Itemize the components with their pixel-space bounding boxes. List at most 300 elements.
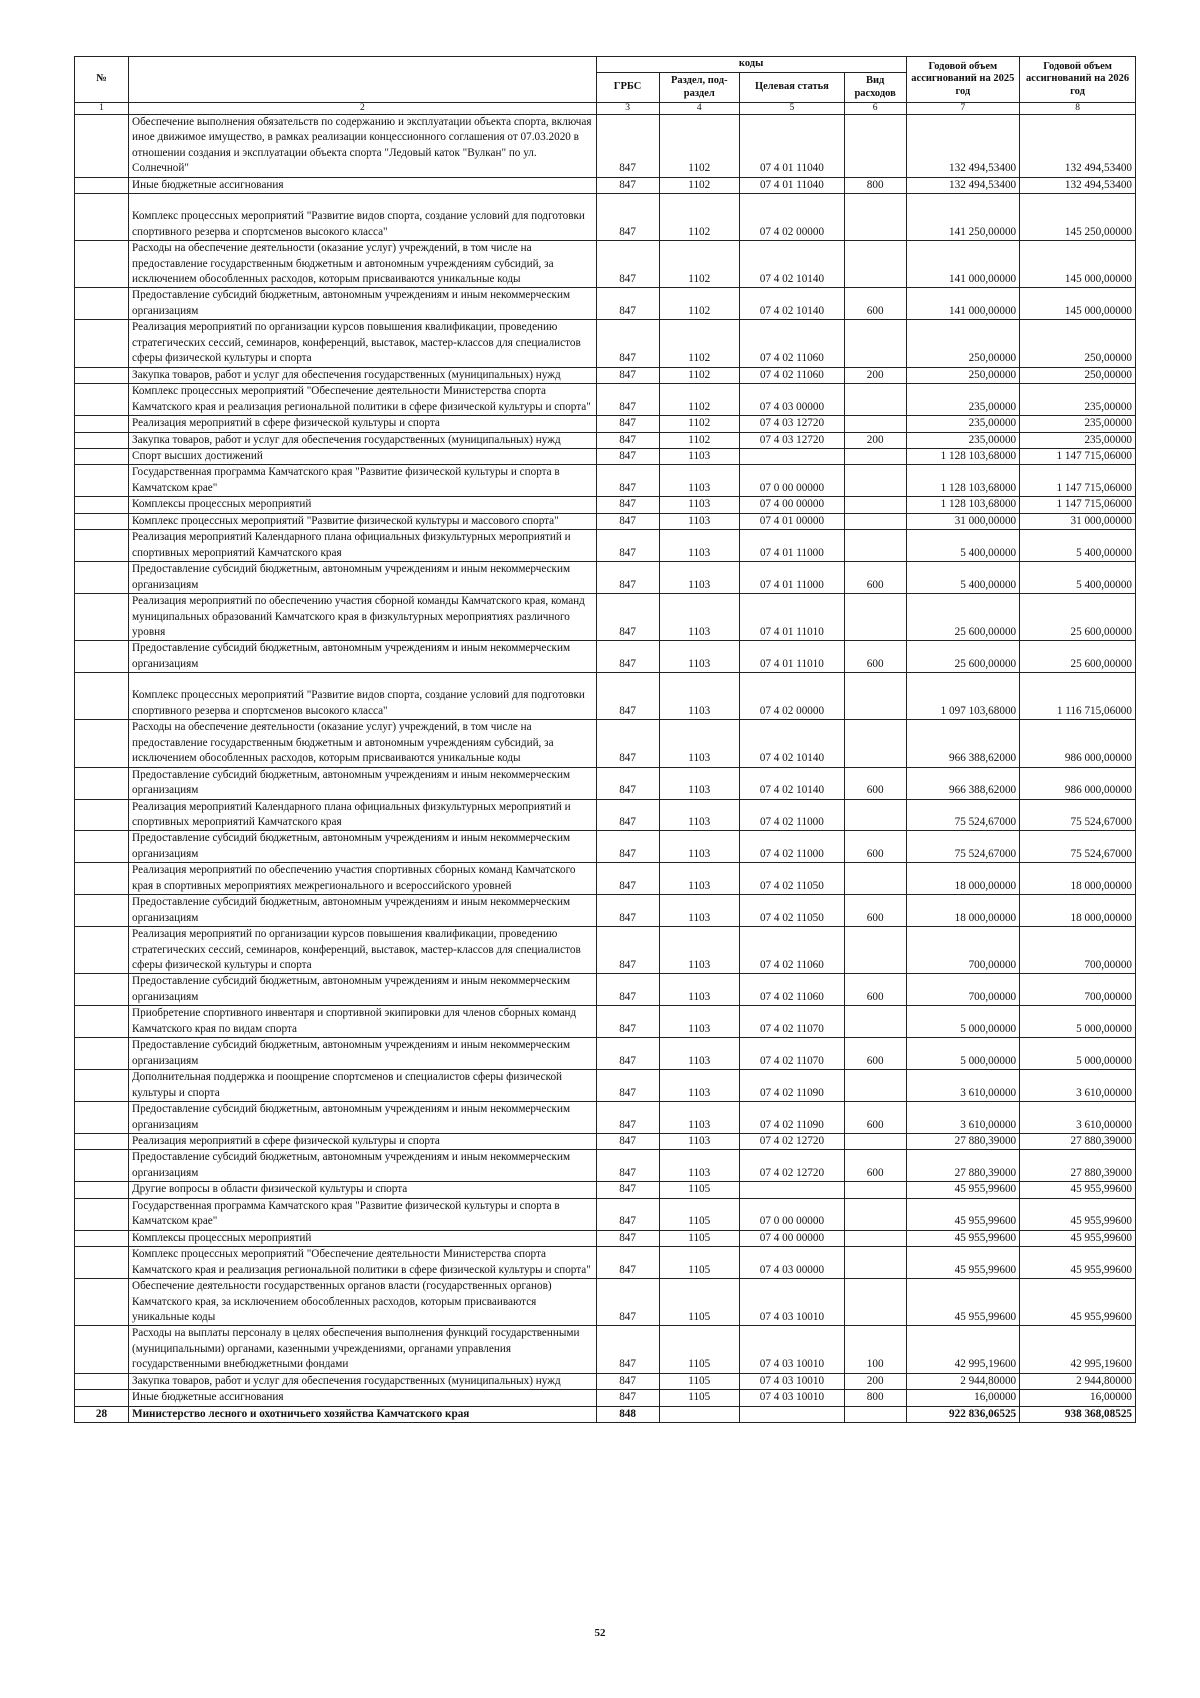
expense-type: 600 xyxy=(844,641,906,673)
grbs-code: 847 xyxy=(596,641,659,673)
section-code: 1103 xyxy=(659,799,740,831)
item-name: Закупка товаров, работ и услуг для обеспечения государственных (муниципальных) нужд xyxy=(129,432,597,448)
target-article: 07 4 01 11000 xyxy=(740,562,845,594)
expense-type: 200 xyxy=(844,432,906,448)
section-code: 1103 xyxy=(659,927,740,974)
target-article xyxy=(740,1182,845,1198)
expense-type xyxy=(844,530,906,562)
grbs-code: 847 xyxy=(596,1038,659,1070)
volume-2025: 235,00000 xyxy=(906,416,1020,432)
section-code: 1102 xyxy=(659,194,740,241)
row-number xyxy=(75,799,129,831)
section-code: 1105 xyxy=(659,1279,740,1326)
volume-2026: 5 400,00000 xyxy=(1020,562,1136,594)
column-number: 8 xyxy=(1020,103,1136,115)
section-code: 1105 xyxy=(659,1198,740,1230)
volume-2025: 75 524,67000 xyxy=(906,831,1020,863)
section-code: 1103 xyxy=(659,1102,740,1134)
expense-type: 600 xyxy=(844,1150,906,1182)
table-row xyxy=(75,562,1136,594)
grbs-code: 847 xyxy=(596,530,659,562)
target-article: 07 4 02 11000 xyxy=(740,799,845,831)
target-article: 07 4 02 11050 xyxy=(740,895,845,927)
table-row xyxy=(75,1182,1136,1198)
item-name: Министерство лесного и охотничьего хозяйства Камчатского края xyxy=(129,1406,597,1422)
grbs-code: 847 xyxy=(596,513,659,529)
target-article: 07 4 03 00000 xyxy=(740,384,845,416)
target-article: 07 4 01 11010 xyxy=(740,641,845,673)
volume-2026: 18 000,00000 xyxy=(1020,863,1136,895)
expense-type: 600 xyxy=(844,562,906,594)
table-row xyxy=(75,1373,1136,1389)
item-name: Расходы на обеспечение деятельности (оказание услуг) учреждений, в том числе на предоставление государственным бюджетным и автономным учреждениям субсидий, за исключением обособленных расходов, которым присваиваются уникальные коды xyxy=(129,241,597,288)
volume-2025: 132 494,53400 xyxy=(906,177,1020,193)
row-number xyxy=(75,594,129,641)
table-row xyxy=(75,1279,1136,1326)
expense-type xyxy=(844,465,906,497)
section-code: 1102 xyxy=(659,367,740,383)
grbs-code: 847 xyxy=(596,799,659,831)
target-article: 07 4 02 11050 xyxy=(740,863,845,895)
row-number xyxy=(75,513,129,529)
volume-2025: 75 524,67000 xyxy=(906,799,1020,831)
target-article: 07 0 00 00000 xyxy=(740,1198,845,1230)
table-row xyxy=(75,974,1136,1006)
target-article: 07 4 02 11070 xyxy=(740,1006,845,1038)
volume-2025: 18 000,00000 xyxy=(906,895,1020,927)
item-name: Реализация мероприятий по организации курсов повышения квалификации, проведению стратегических сессий, семинаров, конференций, выставок, мастер-классов для специалистов сферы физической культуры и спорта xyxy=(129,320,597,367)
target-article: 07 4 00 00000 xyxy=(740,497,845,513)
table-row xyxy=(75,831,1136,863)
item-name: Реализация мероприятий в сфере физической культуры и спорта xyxy=(129,1134,597,1150)
volume-2026: 1 116 715,06000 xyxy=(1020,673,1136,720)
item-name: Реализация мероприятий по обеспечению участия сборной команды Камчатского края, команд муниципальных образований Камчатского края в физкультурных мероприятиях различного уровня xyxy=(129,594,597,641)
column-number: 4 xyxy=(659,103,740,115)
grbs-code: 847 xyxy=(596,673,659,720)
row-number xyxy=(75,448,129,464)
table-row xyxy=(75,1247,1136,1279)
row-number xyxy=(75,241,129,288)
section-code: 1103 xyxy=(659,831,740,863)
target-article: 07 4 02 11060 xyxy=(740,927,845,974)
page-number: 52 xyxy=(594,1627,606,1639)
volume-2025: 25 600,00000 xyxy=(906,594,1020,641)
table-row xyxy=(75,673,1136,720)
volume-2026: 42 995,19600 xyxy=(1020,1326,1136,1373)
expense-type xyxy=(844,1134,906,1150)
section-code: 1103 xyxy=(659,1070,740,1102)
grbs-code: 847 xyxy=(596,1390,659,1406)
expense-type xyxy=(844,594,906,641)
volume-2026: 986 000,00000 xyxy=(1020,720,1136,767)
volume-2026: 45 955,99600 xyxy=(1020,1279,1136,1326)
expense-type xyxy=(844,1230,906,1246)
item-name: Иные бюджетные ассигнования xyxy=(129,177,597,193)
grbs-code: 847 xyxy=(596,416,659,432)
volume-2025: 1 128 103,68000 xyxy=(906,448,1020,464)
row-number xyxy=(75,863,129,895)
volume-2025: 25 600,00000 xyxy=(906,641,1020,673)
table-row xyxy=(75,530,1136,562)
volume-2025: 922 836,06525 xyxy=(906,1406,1020,1422)
table-row xyxy=(75,1006,1136,1038)
table-row xyxy=(75,194,1136,241)
column-number: 2 xyxy=(129,103,597,115)
target-article: 07 4 03 12720 xyxy=(740,432,845,448)
section-code: 1103 xyxy=(659,974,740,1006)
header-grbs: ГРБС xyxy=(596,73,659,103)
item-name: Дополнительная поддержка и поощрение спортсменов и специалистов сферы физической культуры и спорта xyxy=(129,1070,597,1102)
column-number: 6 xyxy=(844,103,906,115)
volume-2025: 5 000,00000 xyxy=(906,1006,1020,1038)
section-code: 1103 xyxy=(659,530,740,562)
row-number xyxy=(75,194,129,241)
item-name: Комплекс процессных мероприятий "Развитие видов спорта, создание условий для подготовки спортивного резерва и спортсменов высокого класса" xyxy=(129,673,597,720)
section-code: 1103 xyxy=(659,465,740,497)
grbs-code: 847 xyxy=(596,1182,659,1198)
expense-type xyxy=(844,1247,906,1279)
volume-2026: 132 494,53400 xyxy=(1020,114,1136,177)
target-article: 07 4 02 11090 xyxy=(740,1070,845,1102)
section-code: 1103 xyxy=(659,497,740,513)
table-row xyxy=(75,114,1136,177)
table-row xyxy=(75,320,1136,367)
expense-type: 200 xyxy=(844,1373,906,1389)
expense-type xyxy=(844,416,906,432)
item-name: Комплекс процессных мероприятий "Развитие физической культуры и массового спорта" xyxy=(129,513,597,529)
volume-2025: 235,00000 xyxy=(906,432,1020,448)
expense-type xyxy=(844,1406,906,1422)
expense-type xyxy=(844,513,906,529)
expense-type xyxy=(844,320,906,367)
column-number: 1 xyxy=(75,103,129,115)
table-row xyxy=(75,799,1136,831)
section-code xyxy=(659,1406,740,1422)
section-code: 1105 xyxy=(659,1373,740,1389)
target-article: 07 4 03 10010 xyxy=(740,1279,845,1326)
grbs-code: 847 xyxy=(596,1247,659,1279)
volume-2025: 141 000,00000 xyxy=(906,241,1020,288)
column-number: 7 xyxy=(906,103,1020,115)
section-code: 1102 xyxy=(659,241,740,288)
expense-type xyxy=(844,114,906,177)
row-number xyxy=(75,177,129,193)
volume-2026: 145 000,00000 xyxy=(1020,241,1136,288)
expense-type xyxy=(844,497,906,513)
target-article: 07 4 02 11070 xyxy=(740,1038,845,1070)
target-article: 07 4 02 10140 xyxy=(740,720,845,767)
target-article: 07 4 02 12720 xyxy=(740,1134,845,1150)
table-row xyxy=(75,720,1136,767)
table-row xyxy=(75,927,1136,974)
section-code: 1102 xyxy=(659,432,740,448)
volume-2025: 1 128 103,68000 xyxy=(906,497,1020,513)
volume-2026: 45 955,99600 xyxy=(1020,1198,1136,1230)
volume-2026: 45 955,99600 xyxy=(1020,1230,1136,1246)
table-row xyxy=(75,497,1136,513)
volume-2025: 250,00000 xyxy=(906,320,1020,367)
volume-2026: 235,00000 xyxy=(1020,416,1136,432)
grbs-code: 847 xyxy=(596,1198,659,1230)
row-number xyxy=(75,673,129,720)
row-number xyxy=(75,974,129,1006)
row-number xyxy=(75,767,129,799)
row-number xyxy=(75,1134,129,1150)
expense-type xyxy=(844,1198,906,1230)
section-code: 1105 xyxy=(659,1390,740,1406)
section-code: 1102 xyxy=(659,416,740,432)
item-name: Предоставление субсидий бюджетным, автономным учреждениям и иным некоммерческим организациям xyxy=(129,974,597,1006)
section-code: 1103 xyxy=(659,641,740,673)
item-name: Иные бюджетные ассигнования xyxy=(129,1390,597,1406)
target-article: 07 4 01 11010 xyxy=(740,594,845,641)
grbs-code: 847 xyxy=(596,1230,659,1246)
volume-2025: 700,00000 xyxy=(906,927,1020,974)
section-code: 1102 xyxy=(659,320,740,367)
volume-2025: 3 610,00000 xyxy=(906,1070,1020,1102)
row-number xyxy=(75,1230,129,1246)
section-code: 1103 xyxy=(659,895,740,927)
table-row xyxy=(75,863,1136,895)
volume-2025: 45 955,99600 xyxy=(906,1198,1020,1230)
volume-2026: 235,00000 xyxy=(1020,384,1136,416)
header-volume-2026: Годовой объем ассигнований на 2026 год xyxy=(1020,57,1136,103)
row-number xyxy=(75,1038,129,1070)
volume-2025: 16,00000 xyxy=(906,1390,1020,1406)
volume-2025: 45 955,99600 xyxy=(906,1230,1020,1246)
volume-2026: 1 147 715,06000 xyxy=(1020,497,1136,513)
table-row xyxy=(75,416,1136,432)
volume-2025: 141 250,00000 xyxy=(906,194,1020,241)
grbs-code: 847 xyxy=(596,194,659,241)
item-name: Обеспечение деятельности государственных органов власти (государственных органов) Камчатского края, за исключением обособленных расходов, которым присваиваются уникальные коды xyxy=(129,1279,597,1326)
item-name: Предоставление субсидий бюджетным, автономным учреждениям и иным некоммерческим организациям xyxy=(129,831,597,863)
volume-2025: 966 388,62000 xyxy=(906,767,1020,799)
expense-type: 600 xyxy=(844,1102,906,1134)
row-number xyxy=(75,1247,129,1279)
target-article: 07 4 02 11060 xyxy=(740,320,845,367)
volume-2026: 18 000,00000 xyxy=(1020,895,1136,927)
table-row xyxy=(75,641,1136,673)
volume-2026: 3 610,00000 xyxy=(1020,1102,1136,1134)
volume-2025: 42 995,19600 xyxy=(906,1326,1020,1373)
volume-2025: 3 610,00000 xyxy=(906,1102,1020,1134)
volume-2026: 938 368,08525 xyxy=(1020,1406,1136,1422)
item-name: Предоставление субсидий бюджетным, автономным учреждениям и иным некоммерческим организациям xyxy=(129,1150,597,1182)
row-number xyxy=(75,1390,129,1406)
grbs-code: 848 xyxy=(596,1406,659,1422)
volume-2026: 132 494,53400 xyxy=(1020,177,1136,193)
row-number xyxy=(75,831,129,863)
row-number xyxy=(75,1279,129,1326)
target-article: 07 4 01 11000 xyxy=(740,530,845,562)
row-number xyxy=(75,1006,129,1038)
section-code: 1103 xyxy=(659,1150,740,1182)
section-code: 1103 xyxy=(659,562,740,594)
section-code: 1103 xyxy=(659,594,740,641)
grbs-code: 847 xyxy=(596,384,659,416)
item-name: Другие вопросы в области физической культуры и спорта xyxy=(129,1182,597,1198)
table-row xyxy=(75,1230,1136,1246)
grbs-code: 847 xyxy=(596,1006,659,1038)
item-name: Обеспечение выполнения обязательств по содержанию и эксплуатации объекта спорта, включая иное движимое имущество, в рамках реализации концессионного соглашения от 07.03.2020 в отношении создания и эксплуатации объекта спорта "Ледовый каток "Вулкан" по ул. Солнечной" xyxy=(129,114,597,177)
volume-2026: 700,00000 xyxy=(1020,927,1136,974)
volume-2026: 45 955,99600 xyxy=(1020,1247,1136,1279)
item-name: Реализация мероприятий по организации курсов повышения квалификации, проведению стратегических сессий, семинаров, конференций, выставок, мастер-классов для специалистов сферы физической культуры и спорта xyxy=(129,927,597,974)
row-number xyxy=(75,720,129,767)
row-number xyxy=(75,432,129,448)
row-number xyxy=(75,320,129,367)
item-name: Предоставление субсидий бюджетным, автономным учреждениям и иным некоммерческим организациям xyxy=(129,1102,597,1134)
expense-type: 200 xyxy=(844,367,906,383)
table-row xyxy=(75,1198,1136,1230)
expense-type: 600 xyxy=(844,895,906,927)
grbs-code: 847 xyxy=(596,720,659,767)
expense-type xyxy=(844,1182,906,1198)
item-name: Реализация мероприятий Календарного плана официальных физкультурных мероприятий и спортивных мероприятий Камчатского края xyxy=(129,799,597,831)
volume-2025: 45 955,99600 xyxy=(906,1279,1020,1326)
grbs-code: 847 xyxy=(596,241,659,288)
item-name: Расходы на выплаты персоналу в целях обеспечения выполнения функций государственными (муниципальными) органами, казенными учреждениями, органами управления государственными внебюджетными фондами xyxy=(129,1326,597,1373)
volume-2026: 1 147 715,06000 xyxy=(1020,465,1136,497)
volume-2026: 75 524,67000 xyxy=(1020,799,1136,831)
table-row xyxy=(75,1134,1136,1150)
volume-2026: 250,00000 xyxy=(1020,320,1136,367)
column-number: 3 xyxy=(596,103,659,115)
volume-2026: 5 400,00000 xyxy=(1020,530,1136,562)
volume-2026: 145 250,00000 xyxy=(1020,194,1136,241)
expense-type xyxy=(844,448,906,464)
section-code: 1105 xyxy=(659,1247,740,1279)
row-number: 28 xyxy=(75,1406,129,1422)
item-name: Государственная программа Камчатского края "Развитие физической культуры и спорта в Камчатском крае" xyxy=(129,1198,597,1230)
target-article: 07 4 02 11060 xyxy=(740,974,845,1006)
volume-2025: 45 955,99600 xyxy=(906,1182,1020,1198)
target-article: 07 4 03 00000 xyxy=(740,1247,845,1279)
volume-2026: 3 610,00000 xyxy=(1020,1070,1136,1102)
grbs-code: 847 xyxy=(596,767,659,799)
grbs-code: 847 xyxy=(596,895,659,927)
table-row xyxy=(75,594,1136,641)
row-number xyxy=(75,288,129,320)
volume-2026: 16,00000 xyxy=(1020,1390,1136,1406)
item-name: Комплекс процессных мероприятий "Обеспечение деятельности Министерства спорта Камчатского края и реализация региональной политики в сфере физической культуры и спорта" xyxy=(129,1247,597,1279)
target-article: 07 4 02 11000 xyxy=(740,831,845,863)
expense-type xyxy=(844,1070,906,1102)
volume-2026: 45 955,99600 xyxy=(1020,1182,1136,1198)
row-number xyxy=(75,562,129,594)
item-name: Реализация мероприятий Календарного плана официальных физкультурных мероприятий и спортивных мероприятий Камчатского края xyxy=(129,530,597,562)
row-number xyxy=(75,927,129,974)
volume-2025: 5 400,00000 xyxy=(906,562,1020,594)
volume-2026: 700,00000 xyxy=(1020,974,1136,1006)
header-expense-type: Вид расходов xyxy=(844,73,906,103)
expense-type xyxy=(844,720,906,767)
volume-2026: 31 000,00000 xyxy=(1020,513,1136,529)
expense-type xyxy=(844,1279,906,1326)
item-name: Предоставление субсидий бюджетным, автономным учреждениям и иным некоммерческим организациям xyxy=(129,562,597,594)
expense-type: 600 xyxy=(844,767,906,799)
table-row xyxy=(75,1390,1136,1406)
row-number xyxy=(75,367,129,383)
row-number xyxy=(75,416,129,432)
section-code: 1105 xyxy=(659,1182,740,1198)
section-code: 1102 xyxy=(659,177,740,193)
target-article: 07 4 02 12720 xyxy=(740,1150,845,1182)
volume-2025: 27 880,39000 xyxy=(906,1150,1020,1182)
table-row xyxy=(75,1326,1136,1373)
volume-2026: 25 600,00000 xyxy=(1020,641,1136,673)
grbs-code: 847 xyxy=(596,465,659,497)
table-row xyxy=(75,432,1136,448)
grbs-code: 847 xyxy=(596,497,659,513)
target-article xyxy=(740,448,845,464)
volume-2025: 966 388,62000 xyxy=(906,720,1020,767)
table-row xyxy=(75,448,1136,464)
target-article: 07 4 02 11060 xyxy=(740,367,845,383)
column-number: 5 xyxy=(740,103,845,115)
grbs-code: 847 xyxy=(596,114,659,177)
volume-2025: 250,00000 xyxy=(906,367,1020,383)
expense-type: 600 xyxy=(844,1038,906,1070)
volume-2025: 1 097 103,68000 xyxy=(906,673,1020,720)
section-code: 1103 xyxy=(659,1038,740,1070)
target-article: 07 4 02 10140 xyxy=(740,767,845,799)
expense-type xyxy=(844,1006,906,1038)
row-number xyxy=(75,895,129,927)
expense-type xyxy=(844,927,906,974)
volume-2025: 2 944,80000 xyxy=(906,1373,1020,1389)
item-name: Расходы на обеспечение деятельности (оказание услуг) учреждений, в том числе на предоставление государственным бюджетным и автономным учреждениям субсидий, за исключением обособленных расходов, которым присваиваются уникальные коды xyxy=(129,720,597,767)
column-numbers-row xyxy=(75,103,1136,115)
target-article: 07 4 03 12720 xyxy=(740,416,845,432)
target-article: 07 4 02 00000 xyxy=(740,194,845,241)
expense-type xyxy=(844,863,906,895)
target-article: 07 4 03 10010 xyxy=(740,1373,845,1389)
item-name: Предоставление субсидий бюджетным, автономным учреждениям и иным некоммерческим организациям xyxy=(129,288,597,320)
grbs-code: 847 xyxy=(596,1373,659,1389)
row-number xyxy=(75,1373,129,1389)
target-article: 07 4 02 11090 xyxy=(740,1102,845,1134)
grbs-code: 847 xyxy=(596,288,659,320)
row-number xyxy=(75,114,129,177)
volume-2026: 75 524,67000 xyxy=(1020,831,1136,863)
volume-2026: 27 880,39000 xyxy=(1020,1150,1136,1182)
grbs-code: 847 xyxy=(596,177,659,193)
row-number xyxy=(75,1326,129,1373)
expense-type xyxy=(844,673,906,720)
row-number xyxy=(75,641,129,673)
table-row xyxy=(75,241,1136,288)
item-name: Комплекс процессных мероприятий "Развитие видов спорта, создание условий для подготовки спортивного резерва и спортсменов высокого класса" xyxy=(129,194,597,241)
budget-allocation-table xyxy=(74,56,1136,1423)
table-row xyxy=(75,1038,1136,1070)
item-name: Предоставление субсидий бюджетным, автономным учреждениям и иным некоммерческим организациям xyxy=(129,1038,597,1070)
item-name: Закупка товаров, работ и услуг для обеспечения государственных (муниципальных) нужд xyxy=(129,1373,597,1389)
header-section: Раздел, под-раздел xyxy=(659,73,740,103)
section-code: 1102 xyxy=(659,384,740,416)
expense-type: 800 xyxy=(844,177,906,193)
item-name: Комплексы процессных мероприятий xyxy=(129,497,597,513)
table-row xyxy=(75,1406,1136,1422)
table-row xyxy=(75,177,1136,193)
table-row xyxy=(75,367,1136,383)
volume-2025: 18 000,00000 xyxy=(906,863,1020,895)
grbs-code: 847 xyxy=(596,367,659,383)
grbs-code: 847 xyxy=(596,1134,659,1150)
table-row xyxy=(75,1070,1136,1102)
target-article: 07 4 02 00000 xyxy=(740,673,845,720)
